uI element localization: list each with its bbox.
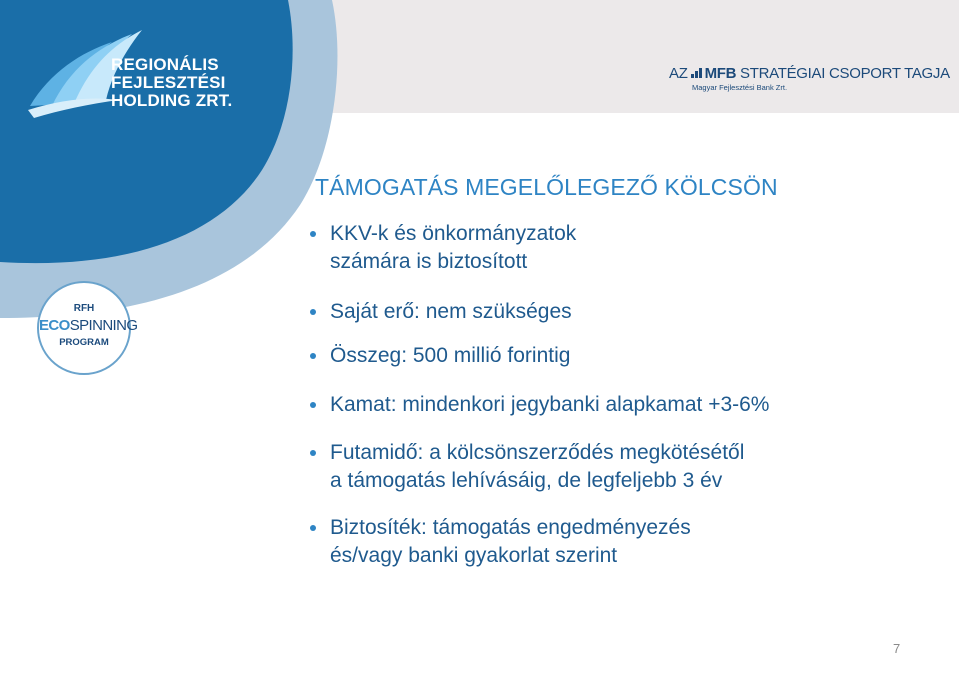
bullet-text: Kamat: mindenkori jegybanki alapkamat +3-6% <box>330 393 770 416</box>
ecospinning-badge <box>37 281 138 375</box>
bullet-dot-icon <box>310 450 316 456</box>
bullet-item <box>310 220 576 276</box>
mfb-brand: MFB <box>704 65 737 82</box>
bullet-text: Összeg: 500 millió forintig <box>330 344 571 367</box>
bullet-text: és/vagy banki gyakorlat szerint <box>330 544 618 567</box>
mfb-subtitle: Magyar Fejlesztési Bank Zrt. <box>692 83 788 92</box>
logo-line: FEJLESZTÉSI <box>111 73 226 92</box>
badge-main-text <box>39 317 138 334</box>
badge-bottom-text: PROGRAM <box>59 337 109 348</box>
bullet-item <box>310 439 744 495</box>
bullet-dot-icon <box>310 231 316 237</box>
slide-title: TÁMOGATÁS MEGELŐLEGEZŐ KÖLCSÖN <box>315 174 778 200</box>
badge-spinning: SPINNING <box>69 317 138 334</box>
logo-line: REGIONÁLIS <box>111 55 219 74</box>
bullet-text: a támogatás lehívásáig, de legfeljebb 3 év <box>330 469 723 492</box>
bullet-item <box>310 514 691 570</box>
mfb-prefix: AZ <box>669 65 688 82</box>
bullet-text: Biztosíték: támogatás engedményezés <box>330 516 691 539</box>
bullet-dot-icon <box>310 353 316 359</box>
bullet-text: számára is biztosított <box>330 250 528 273</box>
bullet-text: KKV-k és önkormányzatok <box>330 222 577 245</box>
bullet-item <box>310 298 572 326</box>
logo-line: HOLDING ZRT. <box>111 91 233 110</box>
mfb-group-mark <box>669 65 950 92</box>
mfb-bars-icon <box>691 65 703 82</box>
bullet-dot-icon <box>310 525 316 531</box>
bullet-dot-icon <box>310 309 316 315</box>
bullet-item <box>310 391 769 419</box>
page-number: 7 <box>893 641 901 656</box>
badge-eco: ECO <box>39 317 70 334</box>
bullet-text: Saját erő: nem szükséges <box>330 300 572 323</box>
badge-top-text: RFH <box>73 303 95 314</box>
mfb-suffix: STRATÉGIAI CSOPORT TAGJA <box>740 65 950 82</box>
holding-logo-text <box>111 56 232 110</box>
bullet-item <box>310 342 570 370</box>
bullet-dot-icon <box>310 402 316 408</box>
bullet-text: Futamidő: a kölcsönszerződés megkötésétől <box>330 441 745 464</box>
